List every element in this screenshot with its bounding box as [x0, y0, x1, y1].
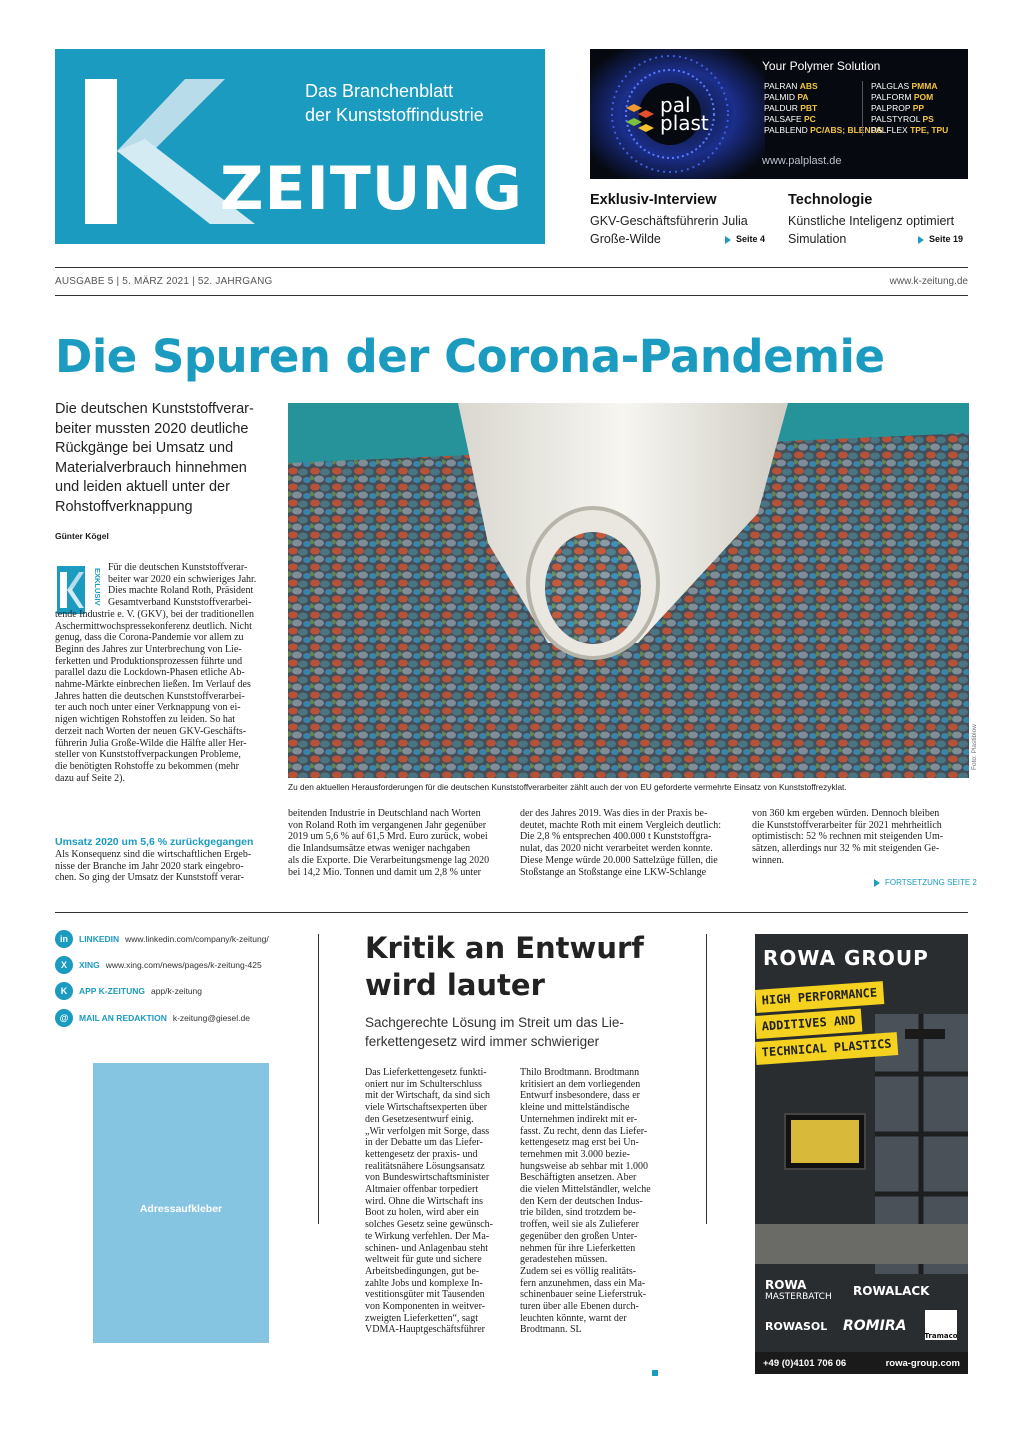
- kritik-column-2: [520, 1067, 660, 1336]
- arrow-right-icon: [918, 236, 924, 244]
- text-line: beiter mussten 2020 deutliche: [55, 420, 249, 437]
- palplast-logo-text: pal plast: [660, 93, 709, 135]
- kritik-column-1: [365, 1067, 505, 1336]
- k-app-icon: K: [55, 982, 73, 1000]
- social-link[interactable]: [55, 982, 202, 1000]
- product-item: PALFLEX TPE, TPU: [871, 125, 949, 135]
- brand-rowa: ROWA: [765, 1278, 807, 1292]
- divider: [55, 267, 968, 268]
- text-line: nulat, das 2020 nicht verarbeitet werden konnte.: [520, 843, 713, 855]
- social-label: APP K-ZEITUNG: [79, 986, 145, 996]
- text-line: parallel dazu die Lockdown-Phasen etliche Ab-: [55, 667, 245, 679]
- text-line: oniert nur im Schulterschluss: [365, 1078, 482, 1090]
- text-line: die benötigten Rohstoffe zu bekommen (mehr: [55, 760, 239, 772]
- teaser-line: Künstliche Inteligenz optimiert: [788, 214, 955, 228]
- rowa-footer: [755, 1352, 968, 1374]
- text-line: Brodtmann. SL: [520, 1324, 582, 1336]
- text-line: der des Jahres 2019. Was dies in der Praxis be-: [520, 808, 708, 819]
- brand-tramaco: Tramaco: [925, 1310, 957, 1340]
- article-column-1: [55, 562, 272, 784]
- text-line: in der Debatte um das Liefer-: [365, 1137, 483, 1149]
- text-line: chen. So ging der Umsatz der Kunststoff verar-: [55, 872, 245, 884]
- text-line: von 360 km ergeben würden. Dennoch bleiben: [752, 808, 940, 819]
- text-line: deutet, machte Roth mit einem Vergleich deutlich:: [520, 819, 721, 831]
- palplast-ad[interactable]: [590, 49, 968, 179]
- text-line: Die 2,8 % entsprechen 400.000 t Kunststoffgra-: [520, 831, 712, 843]
- text-line: troffen, weil sie als Zulieferer: [520, 1219, 639, 1231]
- text-line: hungsweise ab sehbar mit 1.000: [520, 1160, 649, 1172]
- rowa-ad[interactable]: [755, 934, 968, 1374]
- text-line: turen über alle Ebenen durch-: [520, 1301, 639, 1313]
- text-line: „Wir verfolgen mit Sorge, dass: [365, 1125, 490, 1137]
- text-line: 2019 um 5,6 % auf 61,5 Mrd. Euro zurück, wobei: [288, 831, 488, 843]
- palplast-product-list: [762, 81, 962, 136]
- text-line: genug, dass die Corona-Pandemie vor allem zu: [55, 632, 244, 644]
- mail-icon: @: [55, 1009, 73, 1027]
- text-line: Beginn des Jahres zur Unterbrechung von Lie-: [55, 643, 242, 655]
- product-column-right: [862, 81, 962, 136]
- divider: [55, 912, 968, 913]
- text-line: den Gesetzesentwurf einig.: [365, 1113, 474, 1125]
- text-line: die vielen Mittelständler, welche: [520, 1184, 651, 1196]
- text-line: wird. Ohne die Wirtschaft ins: [365, 1195, 483, 1207]
- photo-caption: Zu den aktuellen Herausforderungen für die deutschen Kunststoffverarbeiter zählt auch der von EU geforderte vermehrte Einsatz von Kunststoffrezyklat.: [288, 782, 847, 792]
- text-line: optimistisch: 52 % rechnen mit steigenden Um-: [752, 831, 944, 843]
- author: Günter Kögel: [55, 531, 109, 541]
- text-line: Diese Menge würde 20.000 Sattelzüge füllen, die: [520, 854, 718, 866]
- text-line: vestitionsgüter mit Tausenden: [365, 1289, 485, 1301]
- product-item: PALRAN ABS: [764, 81, 818, 91]
- page-reference: Seite 4: [725, 230, 765, 248]
- text-line: Dies machte Roland Roth, Präsident: [108, 585, 254, 597]
- text-line: beitenden Industrie in Deutschland nach Worten: [288, 808, 481, 819]
- teaser-technologie[interactable]: [788, 192, 963, 248]
- lead-text: [55, 400, 275, 517]
- product-item: PALSAFE PC: [764, 114, 816, 124]
- text-line: Stoßstange an Stoßstange eine LKW-Schlange: [520, 866, 707, 878]
- arrow-right-icon: [874, 879, 880, 887]
- arrow-right-icon: [725, 236, 731, 244]
- text-line: Rohstoffverknappung: [55, 498, 193, 515]
- product-item: PALSTYROL PS: [871, 114, 934, 124]
- text-line: nigen wichtigen Rohstoffen zu leiden. So hat: [55, 714, 236, 726]
- text-line: als die Exporte. Die Verarbeitungsmenge lag 2020: [288, 854, 490, 866]
- continued-link[interactable]: FORTSETZUNG SEITE 2: [874, 878, 977, 887]
- teaser-line: Simulation: [788, 232, 847, 246]
- article-subhead: Umsatz 2020 um 5,6 % zurückgegangen: [55, 836, 254, 848]
- text-line: zweigten Lieferketten“, sagt: [365, 1312, 478, 1324]
- palplast-logo-icon: [624, 102, 658, 134]
- exklusiv-label: EXKLUSIV: [93, 568, 102, 606]
- text-line: ternehmen mit 3.000 bezie-: [520, 1148, 630, 1160]
- text-line: nisse der Branche im Jahr 2020 stark eingebro-: [55, 860, 244, 872]
- product-item: PALDUR PBT: [764, 103, 818, 113]
- text-line: führerin Julia Große-Wilde die Hälfte aller Her-: [55, 737, 247, 749]
- kritik-subheadline: Sachgerechte Lösung im Streit um das Lie- ferkettengesetz wird immer schwieriger: [365, 1015, 624, 1049]
- text-line: bei 14,2 Mio. Tonnen und damit um 2,8 % unter: [288, 866, 481, 878]
- social-value: k-zeitung@giesel.de: [172, 1013, 250, 1023]
- teaser-head: Exklusiv-Interview: [590, 192, 717, 208]
- text-line: Boot zu holen, wird aber ein: [365, 1207, 479, 1219]
- text-line: geradestehen müssen.: [520, 1254, 608, 1266]
- teaser-line: Große-Wilde: [590, 232, 661, 246]
- text-line: nahme-Märkte einbrechen ließen. Im Verlauf des: [55, 679, 251, 691]
- article-column-4: [752, 808, 968, 867]
- divider: [318, 934, 319, 1224]
- text-line: Rückgänge bei Umsatz und: [55, 440, 234, 456]
- social-link[interactable]: [55, 930, 269, 948]
- social-label: LINKEDIN: [79, 934, 120, 944]
- text-line: trie bilden, sind trotzdem be-: [520, 1207, 636, 1219]
- article-column-3: [520, 808, 735, 878]
- text-line: viele Wirtschaftsexperten über: [365, 1102, 488, 1114]
- text-line: Als Konsequenz sind die wirtschaftlichen Ergeb-: [55, 849, 252, 860]
- text-line: VDMA-Hauptgeschäftsführer: [365, 1324, 485, 1336]
- text-line: die Kunststoffverarbeiter für 2021 mehrheitlich: [752, 819, 942, 831]
- rowa-slogan-line: TECHNICAL PLASTICS: [755, 1032, 898, 1065]
- teaser-head: Technologie: [788, 192, 873, 208]
- social-value: app/k-zeitung: [150, 986, 203, 996]
- text-line: fasst. Zu recht, denn das Liefer-: [520, 1125, 648, 1137]
- text-line: weltweit für gute und sichere: [365, 1254, 482, 1266]
- palplast-tagline: Your Polymer Solution: [762, 59, 881, 73]
- text-line: dazu auf Seite 2).: [55, 772, 125, 784]
- text-line: Arbeitsbedingungen, gut be-: [365, 1265, 480, 1277]
- text-line: nehmen für ihre Lieferketten: [520, 1242, 636, 1254]
- tagline: Das Branchenblatt der Kunststoffindustrie: [305, 81, 484, 125]
- text-line: realitätsnähere Lösungsansatz: [365, 1160, 485, 1172]
- text-line: Gesamtverband Kunststoffverarbei-: [108, 597, 252, 609]
- text-line: gegenüber den großen Unter-: [520, 1230, 638, 1242]
- text-line: Für die deutschen Kunststoffverar-: [108, 562, 248, 573]
- brand-romira: ROMIRA: [843, 1318, 907, 1334]
- page-reference: Seite 19: [918, 230, 963, 248]
- plastic-granulate-image: [288, 403, 969, 778]
- text-line: leuchten könnte, warnt der: [520, 1312, 627, 1324]
- text-line: Thilo Brodtmann. Brodtmann: [520, 1067, 640, 1078]
- text-line: kettengesetz mag erst bei Un-: [520, 1137, 639, 1149]
- teaser-line: GKV-Geschäftsführerin Julia: [590, 214, 748, 228]
- text-line: Aschermittwochspressekonferenz deutlich. Nicht: [55, 620, 252, 632]
- text-line: tende Industrie e. V. (GKV), bei der traditionellen: [55, 608, 255, 620]
- text-line: von Bundeswirtschaftsminister: [365, 1172, 490, 1184]
- text-line: Unternehmen indirekt mit er-: [520, 1113, 638, 1125]
- text-line: von Komponenten in weitver-: [365, 1301, 486, 1313]
- text-line: kleine und mittelständische: [520, 1102, 630, 1114]
- kritik-headline: Kritik an Entwurf wird lauter: [365, 931, 644, 1002]
- rowa-phone[interactable]: +49 (0)4101 706 06: [763, 1357, 847, 1369]
- brand-rowasol: ROWASOL: [765, 1320, 828, 1333]
- product-item: PALMID PA: [764, 92, 809, 102]
- article-column-1b: [55, 849, 272, 884]
- rowa-title: ROWA GROUP: [763, 946, 929, 970]
- text-line: schinen- und Anlagenbau steht: [365, 1242, 489, 1254]
- text-line: steller von Kunststoffverpackungen Probleme,: [55, 749, 241, 761]
- text-line: von Roland Roth im vergangenen Jahr gegenüber: [288, 819, 487, 831]
- text-line: mit der Wirtschaft, da sind sich: [365, 1090, 490, 1102]
- text-line: und leiden aktuell unter der: [55, 479, 230, 495]
- product-item: PALBLEND PC/ABS; BLENDS: [764, 125, 883, 135]
- rowa-url[interactable]: rowa-group.com: [885, 1357, 960, 1369]
- photo-credit: Foto: Plastiblow: [971, 724, 978, 770]
- text-line: Entwurf insbesondere, dass er: [520, 1090, 640, 1102]
- text-line: Beschäftigten ansetzen. Aber: [520, 1172, 637, 1184]
- brand-rowalack: ROWALACK: [853, 1284, 930, 1298]
- text-line: Materialverbrauch hinnehmen: [55, 459, 247, 476]
- text-line: Zudem sei es völlig realitäts-: [520, 1265, 637, 1277]
- text-line: Jahres hatten die deutschen Kunststoffverarbei-: [55, 690, 245, 702]
- text-line: beiter war 2020 ein schwieriges Jahr.: [108, 573, 257, 585]
- text-line: winnen.: [752, 854, 784, 866]
- text-line: derzeit nach Worten der neuen GKV-Geschäfts-: [55, 725, 247, 737]
- product-item: PALFORM POM: [871, 92, 934, 102]
- social-value: www.linkedin.com/company/k-zeitung/: [125, 934, 269, 944]
- text-line: solches Gesetz seine gewünsch-: [365, 1219, 494, 1231]
- divider: [55, 295, 968, 296]
- brand-masterbatch: MASTERBATCH: [765, 1292, 832, 1302]
- teaser-interview[interactable]: [590, 192, 765, 248]
- article-column-2: [288, 808, 503, 878]
- product-item: PALGLAS PMMA: [871, 81, 938, 91]
- end-mark-icon: [652, 1370, 658, 1376]
- text-line: den Kern der deutschen Indus-: [520, 1195, 643, 1207]
- text-line: schinenbauer seine Lieferstruk-: [520, 1289, 647, 1301]
- masthead: [55, 49, 545, 244]
- xing-icon: X: [55, 956, 73, 974]
- text-line: sätzen, allerdings nur 32 % mit steigenden Ge-: [752, 843, 940, 855]
- text-line: ferketten und Produktionsprozessen führte und: [55, 655, 243, 667]
- text-line: Die deutschen Kunststoffverar-: [55, 401, 254, 417]
- address-label-box: Adressaufkleber: [93, 1063, 269, 1343]
- text-line: kettengesetz der praxis- und: [365, 1148, 478, 1160]
- product-column-left: [762, 81, 883, 136]
- social-label: XING: [79, 960, 100, 970]
- rowa-slogan-line: HIGH PERFORMANCE: [755, 981, 884, 1013]
- masthead-title: ZEITUNG: [220, 154, 523, 224]
- product-item: PALPROP PP: [871, 103, 925, 113]
- palplast-url[interactable]: www.palplast.de: [762, 155, 842, 167]
- website-link[interactable]: www.k-zeitung.de: [889, 276, 968, 287]
- text-line: Das Lieferkettengesetz funkti-: [365, 1067, 487, 1078]
- social-link[interactable]: [55, 956, 262, 974]
- article-photo: [288, 403, 969, 778]
- rowa-slogan-line: ADDITIVES AND: [755, 1009, 862, 1039]
- divider: [706, 934, 707, 1224]
- text-line: fern anzunehmen, dass ein Ma-: [520, 1277, 646, 1289]
- social-label: MAIL AN REDAKTION: [79, 1013, 167, 1023]
- text-line: kritisiert an dem vorliegenden: [520, 1078, 641, 1090]
- text-line: zahlte Jobs und komplexe In-: [365, 1277, 483, 1289]
- social-value: www.xing.com/news/pages/k-zeitung-425: [105, 960, 262, 970]
- text-line: ter auch noch unter einer Verknappung von ei-: [55, 702, 241, 714]
- main-headline: Die Spuren der Corona-Pandemie: [55, 330, 885, 383]
- social-link[interactable]: [55, 1009, 250, 1027]
- text-line: die Inlandsumsätze etwas weniger nachgaben: [288, 843, 471, 855]
- text-line: Altmaier offenbar torpediert: [365, 1184, 479, 1196]
- text-line: te Wirkung verfehlen. Der Ma-: [365, 1230, 490, 1242]
- linkedin-icon: in: [55, 930, 73, 948]
- issue-info: AUSGABE 5 | 5. MÄRZ 2021 | 52. JAHRGANG: [55, 276, 273, 287]
